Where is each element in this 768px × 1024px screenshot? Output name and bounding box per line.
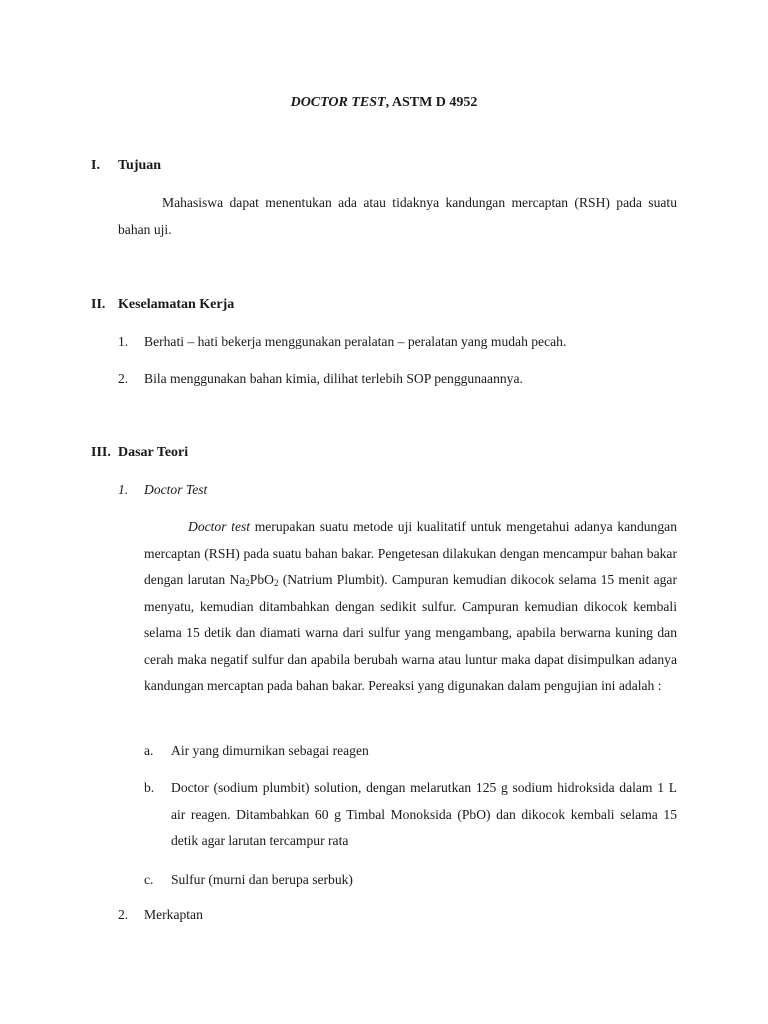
doctor-test-paragraph	[144, 514, 677, 700]
section-number: III.	[91, 445, 111, 460]
section-title: Tujuan	[118, 158, 162, 173]
paragraph-text: PbO	[249, 572, 274, 587]
list-item	[118, 371, 523, 387]
subscript: 2	[273, 578, 279, 588]
list-text: Sulfur (murni dan berupa serbuk)	[171, 872, 353, 887]
section-heading-tujuan	[91, 158, 161, 174]
subsection-doctor-test	[118, 482, 207, 498]
list-text: Berhati – hati bekerja menggunakan peralatan – peralatan yang mudah pecah.	[144, 334, 567, 349]
section-heading-keselamatan	[91, 297, 234, 313]
section-title: Keselamatan Kerja	[118, 297, 235, 312]
list-item	[144, 743, 369, 759]
list-marker: b.	[144, 780, 155, 795]
document-title	[0, 95, 768, 111]
list-item	[144, 872, 353, 888]
subsection-marker: 2.	[118, 907, 129, 922]
list-marker: 1.	[118, 334, 129, 349]
list-item	[118, 334, 566, 350]
list-marker: c.	[144, 872, 154, 887]
italic-lead: Doctor test	[188, 519, 251, 534]
list-text: Doctor (sodium plumbit) solution, dengan melarutkan 125 g sodium hidroksida dalam 1 L air reagen. Ditambahkan 60 g Timbal Monoksida (PbO) dan dikocok kembali selama 15 detik agar larutan tercampur rata	[171, 780, 677, 848]
list-marker: 2.	[118, 371, 129, 386]
list-text: Air yang dimurnikan sebagai reagen	[171, 743, 369, 758]
list-marker: a.	[144, 743, 154, 758]
paragraph-text: merupakan suatu metode uji kualitatif untuk mengetahui adanya kandungan mercaptan (RSH) pada suatu bahan bakar. Pengetesan dilakukan dengan mencampur bahan bakar dengan larutan Na	[144, 519, 677, 587]
section-title: Dasar Teori	[118, 445, 189, 460]
subsection-merkaptan	[118, 907, 203, 923]
tujuan-paragraph: Mahasiswa dapat menentukan ada atau tidaknya kandungan mercaptan (RSH) pada suatu bahan uji.	[118, 195, 677, 237]
subsection-title: Merkaptan	[144, 907, 203, 922]
list-text: Bila menggunakan bahan kimia, dilihat terlebih SOP penggunaannya.	[144, 371, 523, 386]
list-item	[144, 775, 677, 855]
section-number: I.	[91, 158, 100, 173]
section-number: II.	[91, 297, 106, 312]
subsection-title: Doctor Test	[144, 482, 208, 497]
title-italic: DOCTOR TEST	[290, 95, 386, 110]
subscript: 2	[245, 578, 250, 588]
title-rest: , ASTM D 4952	[385, 95, 478, 110]
paragraph-text: (Natrium Plumbit). Campuran kemudian dikocok selama 15 menit agar menyatu, kemudian ditambahkan dengan sedikit sulfur. Campuran kemudian dikocok kembali selama 15 detik dan diamati warna dari sulfur yang mengambang, apabila berwarna kuning dan cerah maka negatif sulfur dan apabila berubah warna atau luntur maka dapat disimpulkan adanya kandungan mercaptan pada bahan bakar. Pereaksi yang digunakan dalam pengujian ini adalah :	[144, 572, 677, 693]
subsection-marker: 1.	[118, 482, 129, 497]
section-heading-dasar-teori	[91, 445, 188, 461]
